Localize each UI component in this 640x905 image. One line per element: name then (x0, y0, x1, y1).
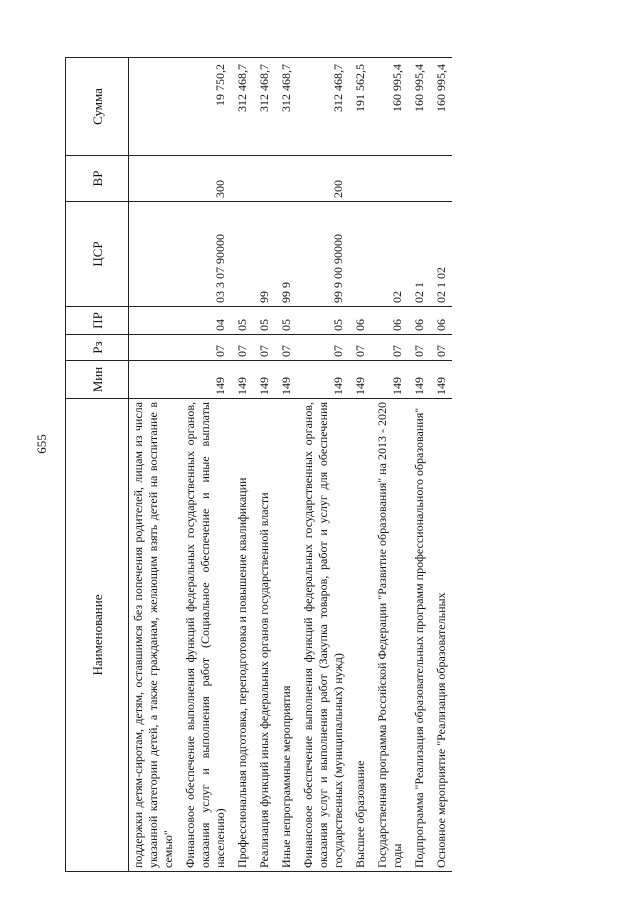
row-csr: 02 1 (408, 202, 430, 307)
row-min: 149 (275, 361, 297, 399)
row-vr (371, 156, 408, 202)
row-sum: 160 995,4 (430, 58, 452, 156)
row-sum: 160 995,4 (408, 58, 430, 156)
row-min: 149 (408, 361, 430, 399)
row-min: 149 (253, 361, 275, 399)
row-min: 149 (179, 361, 231, 399)
row-name: Финансовое обеспечение выполнения функций федеральных государственных органов, оказания услуг и выполнения работ (Закупка товаров, работ и услуг для обеспечения государственных (муниципальных) нужд) (297, 399, 349, 872)
table-row (179, 58, 231, 872)
table-row (408, 58, 430, 872)
budget-table (65, 57, 452, 872)
row-sum: 191 562,5 (349, 58, 371, 156)
row-name: Высшее образование (349, 399, 371, 872)
table-row (349, 58, 371, 872)
row-name: Подпрограмма "Реализация образовательных программ профессионального образования" (408, 399, 430, 872)
budget-table-rotated (65, 58, 585, 872)
row-vr (408, 156, 430, 202)
table-row (430, 58, 452, 872)
row-min: 149 (231, 361, 253, 399)
row-min (129, 361, 180, 399)
row-csr: 99 9 (275, 202, 297, 307)
row-vr (349, 156, 371, 202)
row-name: Реализация функций иных федеральных органов государственной власти (253, 399, 275, 872)
header-pr: ПР (66, 307, 129, 335)
row-rz: 07 (371, 335, 408, 361)
row-min: 149 (349, 361, 371, 399)
row-name: Финансовое обеспечение выполнения функций федеральных государственных органов, оказания услуг и выполнения работ (Социальное обеспечение и иные выплаты населению) (179, 399, 231, 872)
row-pr: 06 (408, 307, 430, 335)
row-sum: 312 468,7 (275, 58, 297, 156)
row-csr: 99 (253, 202, 275, 307)
row-pr: 06 (349, 307, 371, 335)
row-pr: 05 (231, 307, 253, 335)
row-csr (231, 202, 253, 307)
row-vr (430, 156, 452, 202)
row-sum: 312 468,7 (297, 58, 349, 156)
row-name: Профессиональная подготовка, переподготовка и повышение квалификации (231, 399, 253, 872)
header-rz: Рз (66, 335, 129, 361)
page-number: 655 (34, 434, 49, 454)
row-min: 149 (371, 361, 408, 399)
header-csr: ЦСР (66, 202, 129, 307)
row-vr: 300 (179, 156, 231, 202)
table-row (371, 58, 408, 872)
row-pr: 06 (430, 307, 452, 335)
row-rz (129, 335, 180, 361)
row-rz: 07 (231, 335, 253, 361)
row-min: 149 (297, 361, 349, 399)
table-row (297, 58, 349, 872)
row-csr: 99 9 00 90000 (297, 202, 349, 307)
row-sum: 160 995,4 (371, 58, 408, 156)
row-pr: 04 (179, 307, 231, 335)
row-csr: 02 1 02 (430, 202, 452, 307)
row-pr: 05 (253, 307, 275, 335)
row-sum: 312 468,7 (253, 58, 275, 156)
header-min: Мин (66, 361, 129, 399)
row-name: Иные непрограммные мероприятия (275, 399, 297, 872)
row-name: Основное мероприятие "Реализация образовательных (430, 399, 452, 872)
row-pr: 06 (371, 307, 408, 335)
row-rz: 07 (349, 335, 371, 361)
row-rz: 07 (430, 335, 452, 361)
row-pr: 05 (275, 307, 297, 335)
row-rz: 07 (179, 335, 231, 361)
row-min: 149 (430, 361, 452, 399)
row-sum: 312 468,7 (231, 58, 253, 156)
header-vr: ВР (66, 156, 129, 202)
row-sum (129, 58, 180, 156)
row-rz: 07 (275, 335, 297, 361)
row-vr (231, 156, 253, 202)
table-header-row (66, 58, 129, 872)
row-sum: 19 750,2 (179, 58, 231, 156)
row-pr (129, 307, 180, 335)
row-name: Государственная программа Российской Федерации "Развитие образования" на 2013 - 2020 годы (371, 399, 408, 872)
row-vr (253, 156, 275, 202)
row-csr (349, 202, 371, 307)
header-name: Наименование (66, 399, 129, 872)
row-vr: 200 (297, 156, 349, 202)
row-name: поддержки детям-сиротам, детям, оставшимся без попечения родителей, лицам из числа указанной категории детей, а также гражданам, желающим взять детей на воспитание в семью" (129, 399, 180, 872)
row-vr (275, 156, 297, 202)
table-row (275, 58, 297, 872)
row-csr: 03 3 07 90000 (179, 202, 231, 307)
table-row (129, 58, 180, 872)
row-rz: 07 (253, 335, 275, 361)
row-csr (129, 202, 180, 307)
row-vr (129, 156, 180, 202)
row-csr: 02 (371, 202, 408, 307)
header-sum: Сумма (66, 58, 129, 156)
row-rz: 07 (297, 335, 349, 361)
row-pr: 05 (297, 307, 349, 335)
table-row (253, 58, 275, 872)
row-rz: 07 (408, 335, 430, 361)
table-row (231, 58, 253, 872)
